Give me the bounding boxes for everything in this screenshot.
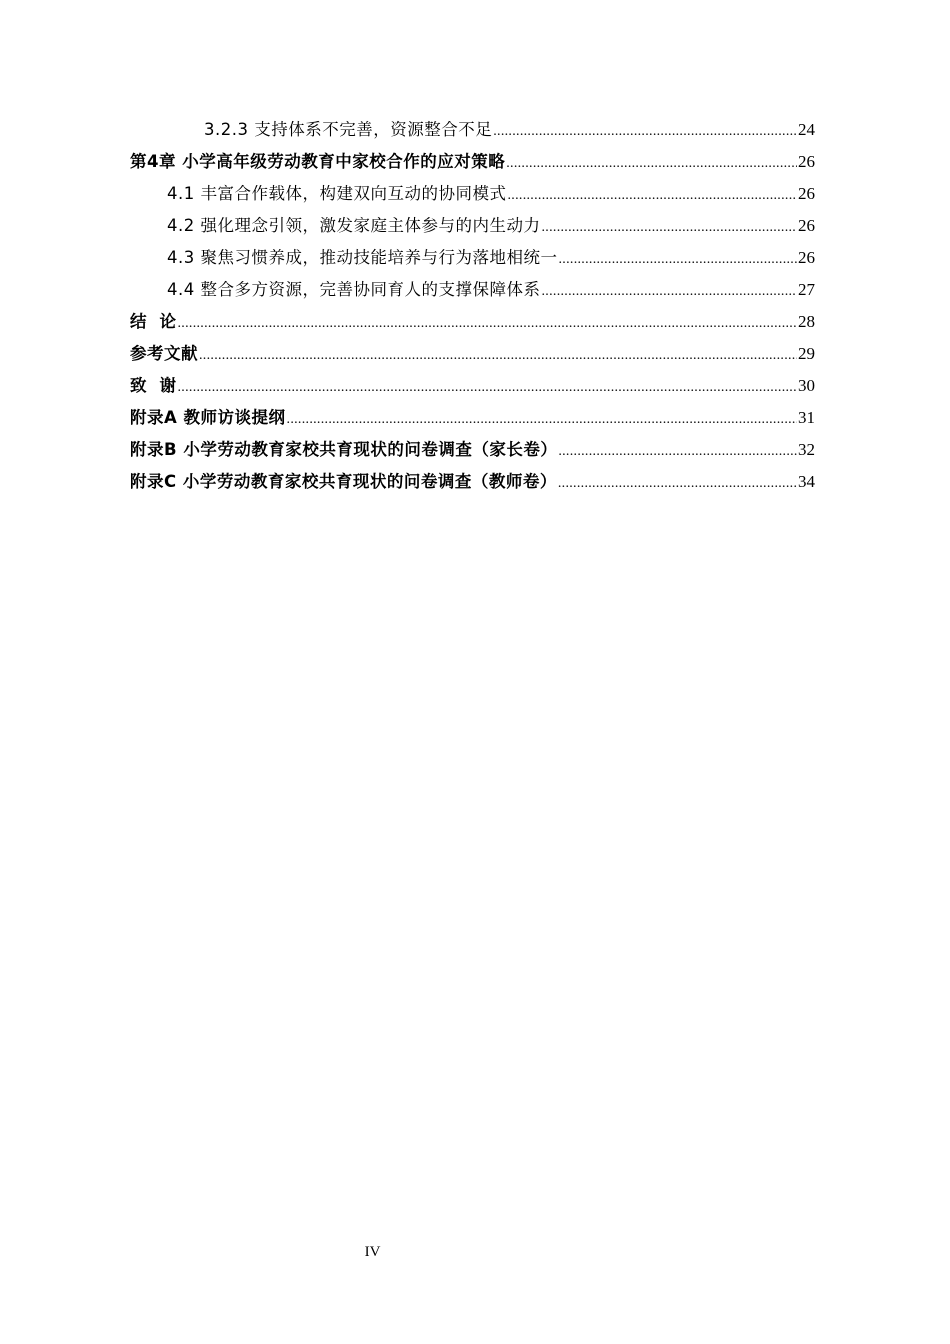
- toc-dot-leader: [542, 276, 798, 308]
- toc-dot-leader: [558, 468, 797, 500]
- toc-entry-appendix-c[interactable]: [130, 466, 815, 498]
- toc-entry-references[interactable]: [130, 338, 815, 370]
- toc-dot-leader: [178, 308, 798, 340]
- toc-entry-4-4[interactable]: [130, 274, 815, 306]
- toc-entry-page: 30: [798, 376, 815, 395]
- toc-entry-page: 27: [798, 280, 815, 299]
- toc-dot-leader: [199, 340, 797, 372]
- toc-entry-4-2[interactable]: [130, 210, 815, 242]
- toc-entry-appendix-a[interactable]: [130, 402, 815, 434]
- toc-dot-leader: [493, 116, 797, 148]
- toc-entry-title: 4.1 丰富合作载体，构建双向互动的协同模式: [167, 184, 507, 203]
- toc-entry-page: 29: [798, 344, 815, 363]
- toc-entry-4-1[interactable]: [130, 178, 815, 210]
- toc-dot-leader: [508, 180, 798, 212]
- toc-entry-page: 28: [798, 312, 815, 331]
- toc-dot-leader: [559, 244, 798, 276]
- toc-dot-leader: [558, 436, 797, 468]
- toc-dot-leader: [506, 148, 797, 180]
- toc-entry-page: 31: [798, 408, 815, 427]
- toc-entry-appendix-b[interactable]: [130, 434, 815, 466]
- toc-entry-title: 第4章 小学高年级劳动教育中家校合作的应对策略: [130, 152, 506, 171]
- toc-entry-page: 34: [798, 472, 815, 491]
- toc-entry-title: 致 谢: [130, 376, 177, 395]
- toc-entry-chapter-4[interactable]: [130, 146, 815, 178]
- toc-entry-page: 26: [798, 152, 815, 171]
- toc-entry-page: 24: [798, 120, 815, 139]
- toc-entry-page: 26: [798, 248, 815, 267]
- toc-entry-title: 4.2 强化理念引领，激发家庭主体参与的内生动力: [167, 216, 541, 235]
- toc-entry-title: 附录A 教师访谈提纲: [130, 408, 286, 427]
- toc-entry-acknowledgements[interactable]: [130, 370, 815, 402]
- page-number: IV: [364, 1244, 381, 1260]
- toc-dot-leader: [542, 212, 798, 244]
- toc-entry-page: 26: [798, 216, 815, 235]
- toc-entry-title: 附录C 小学劳动教育家校共育现状的问卷调查（教师卷）: [130, 472, 557, 491]
- toc-entry-title: 参考文献: [130, 344, 198, 363]
- toc-entry-title: 附录B 小学劳动教育家校共育现状的问卷调查（家长卷）: [130, 440, 558, 459]
- toc-entry-4-3[interactable]: [130, 242, 815, 274]
- toc-dot-leader: [178, 372, 798, 404]
- toc-entry-3-2-3[interactable]: [130, 114, 815, 146]
- toc-dot-leader: [287, 404, 797, 436]
- toc-entry-title: 4.4 整合多方资源，完善协同育人的支撑保障体系: [167, 280, 541, 299]
- table-of-contents: [130, 114, 815, 498]
- toc-entry-conclusion[interactable]: [130, 306, 815, 338]
- toc-entry-title: 3.2.3 支持体系不完善，资源整合不足: [204, 120, 493, 139]
- toc-entry-title: 结 论: [130, 312, 177, 331]
- toc-entry-page: 32: [798, 440, 815, 459]
- toc-entry-page: 26: [798, 184, 815, 203]
- toc-entry-title: 4.3 聚焦习惯养成，推动技能培养与行为落地相统一: [167, 248, 558, 267]
